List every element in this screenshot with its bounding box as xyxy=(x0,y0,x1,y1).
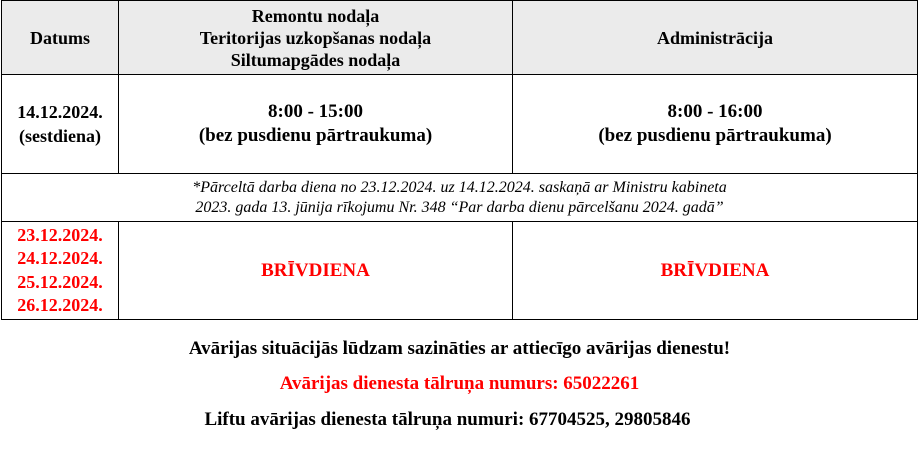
emergency-phone: Avārijas dienesta tālruņa numurs: 65022261 xyxy=(279,373,640,394)
administration-hours-note: (bez pusdienu pārtraukuma) xyxy=(598,125,832,146)
lift-emergency-phones: Liftu avārijas dienesta tālruņa numuri: 67704525, 29805846 xyxy=(204,409,691,430)
departments-holiday xyxy=(119,222,513,320)
workday-date xyxy=(2,75,119,174)
header-departments xyxy=(119,1,513,75)
holiday-date-3: 25.12.2024. xyxy=(17,271,103,292)
transfer-note-line-1: *Pārceltā darba diena no 23.12.2024. uz 14.12.2024. saskaņā ar Ministru kabineta xyxy=(192,178,727,196)
holiday-date-2: 24.12.2024. xyxy=(17,248,103,268)
holiday-date-4: 26.12.2024. xyxy=(17,295,103,315)
header-dept-1: Remontu nodaļa xyxy=(251,5,380,26)
workday-date-value: 14.12.2024. xyxy=(17,102,103,122)
header-date xyxy=(2,1,119,75)
header-administration xyxy=(513,1,918,75)
holiday-date-1: 23.12.2024. xyxy=(17,224,103,245)
holiday-dates xyxy=(2,222,119,320)
header-dept-2: Teritorijas uzkopšanas nodaļa xyxy=(199,27,432,48)
administration-holiday-label: BRĪVDIENA xyxy=(660,259,770,281)
departments-holiday-label: BRĪVDIENA xyxy=(261,259,370,281)
note-row xyxy=(2,174,918,222)
transfer-note-line-2: 2023. gada 13. jūnija rīkojumu Nr. 348 “Par darba dienu pārcelšanu 2024. gadā” xyxy=(195,198,724,216)
workday-day-name: (sestdiena) xyxy=(19,126,101,146)
administration-hours xyxy=(513,75,918,174)
header-dept-3: Siltumapgādes nodaļa xyxy=(230,49,401,70)
administration-holiday xyxy=(513,222,918,320)
emergency-notice: Avārijas situācijās lūdzam sazināties ar attiecīgo avārijas dienestu! xyxy=(188,338,731,359)
header-admin-label: Administrācija xyxy=(657,27,773,48)
header-row xyxy=(2,1,918,75)
holiday-row xyxy=(2,222,918,320)
header-date-label: Datums xyxy=(29,27,90,48)
transfer-note xyxy=(2,174,918,222)
workday-row xyxy=(2,75,918,174)
departments-hours-note: (bez pusdienu pārtraukuma) xyxy=(198,125,433,146)
departments-hours-value: 8:00 - 15:00 xyxy=(268,101,363,122)
schedule-table xyxy=(1,0,918,320)
departments-hours xyxy=(119,75,513,174)
administration-hours-value: 8:00 - 16:00 xyxy=(667,101,763,122)
